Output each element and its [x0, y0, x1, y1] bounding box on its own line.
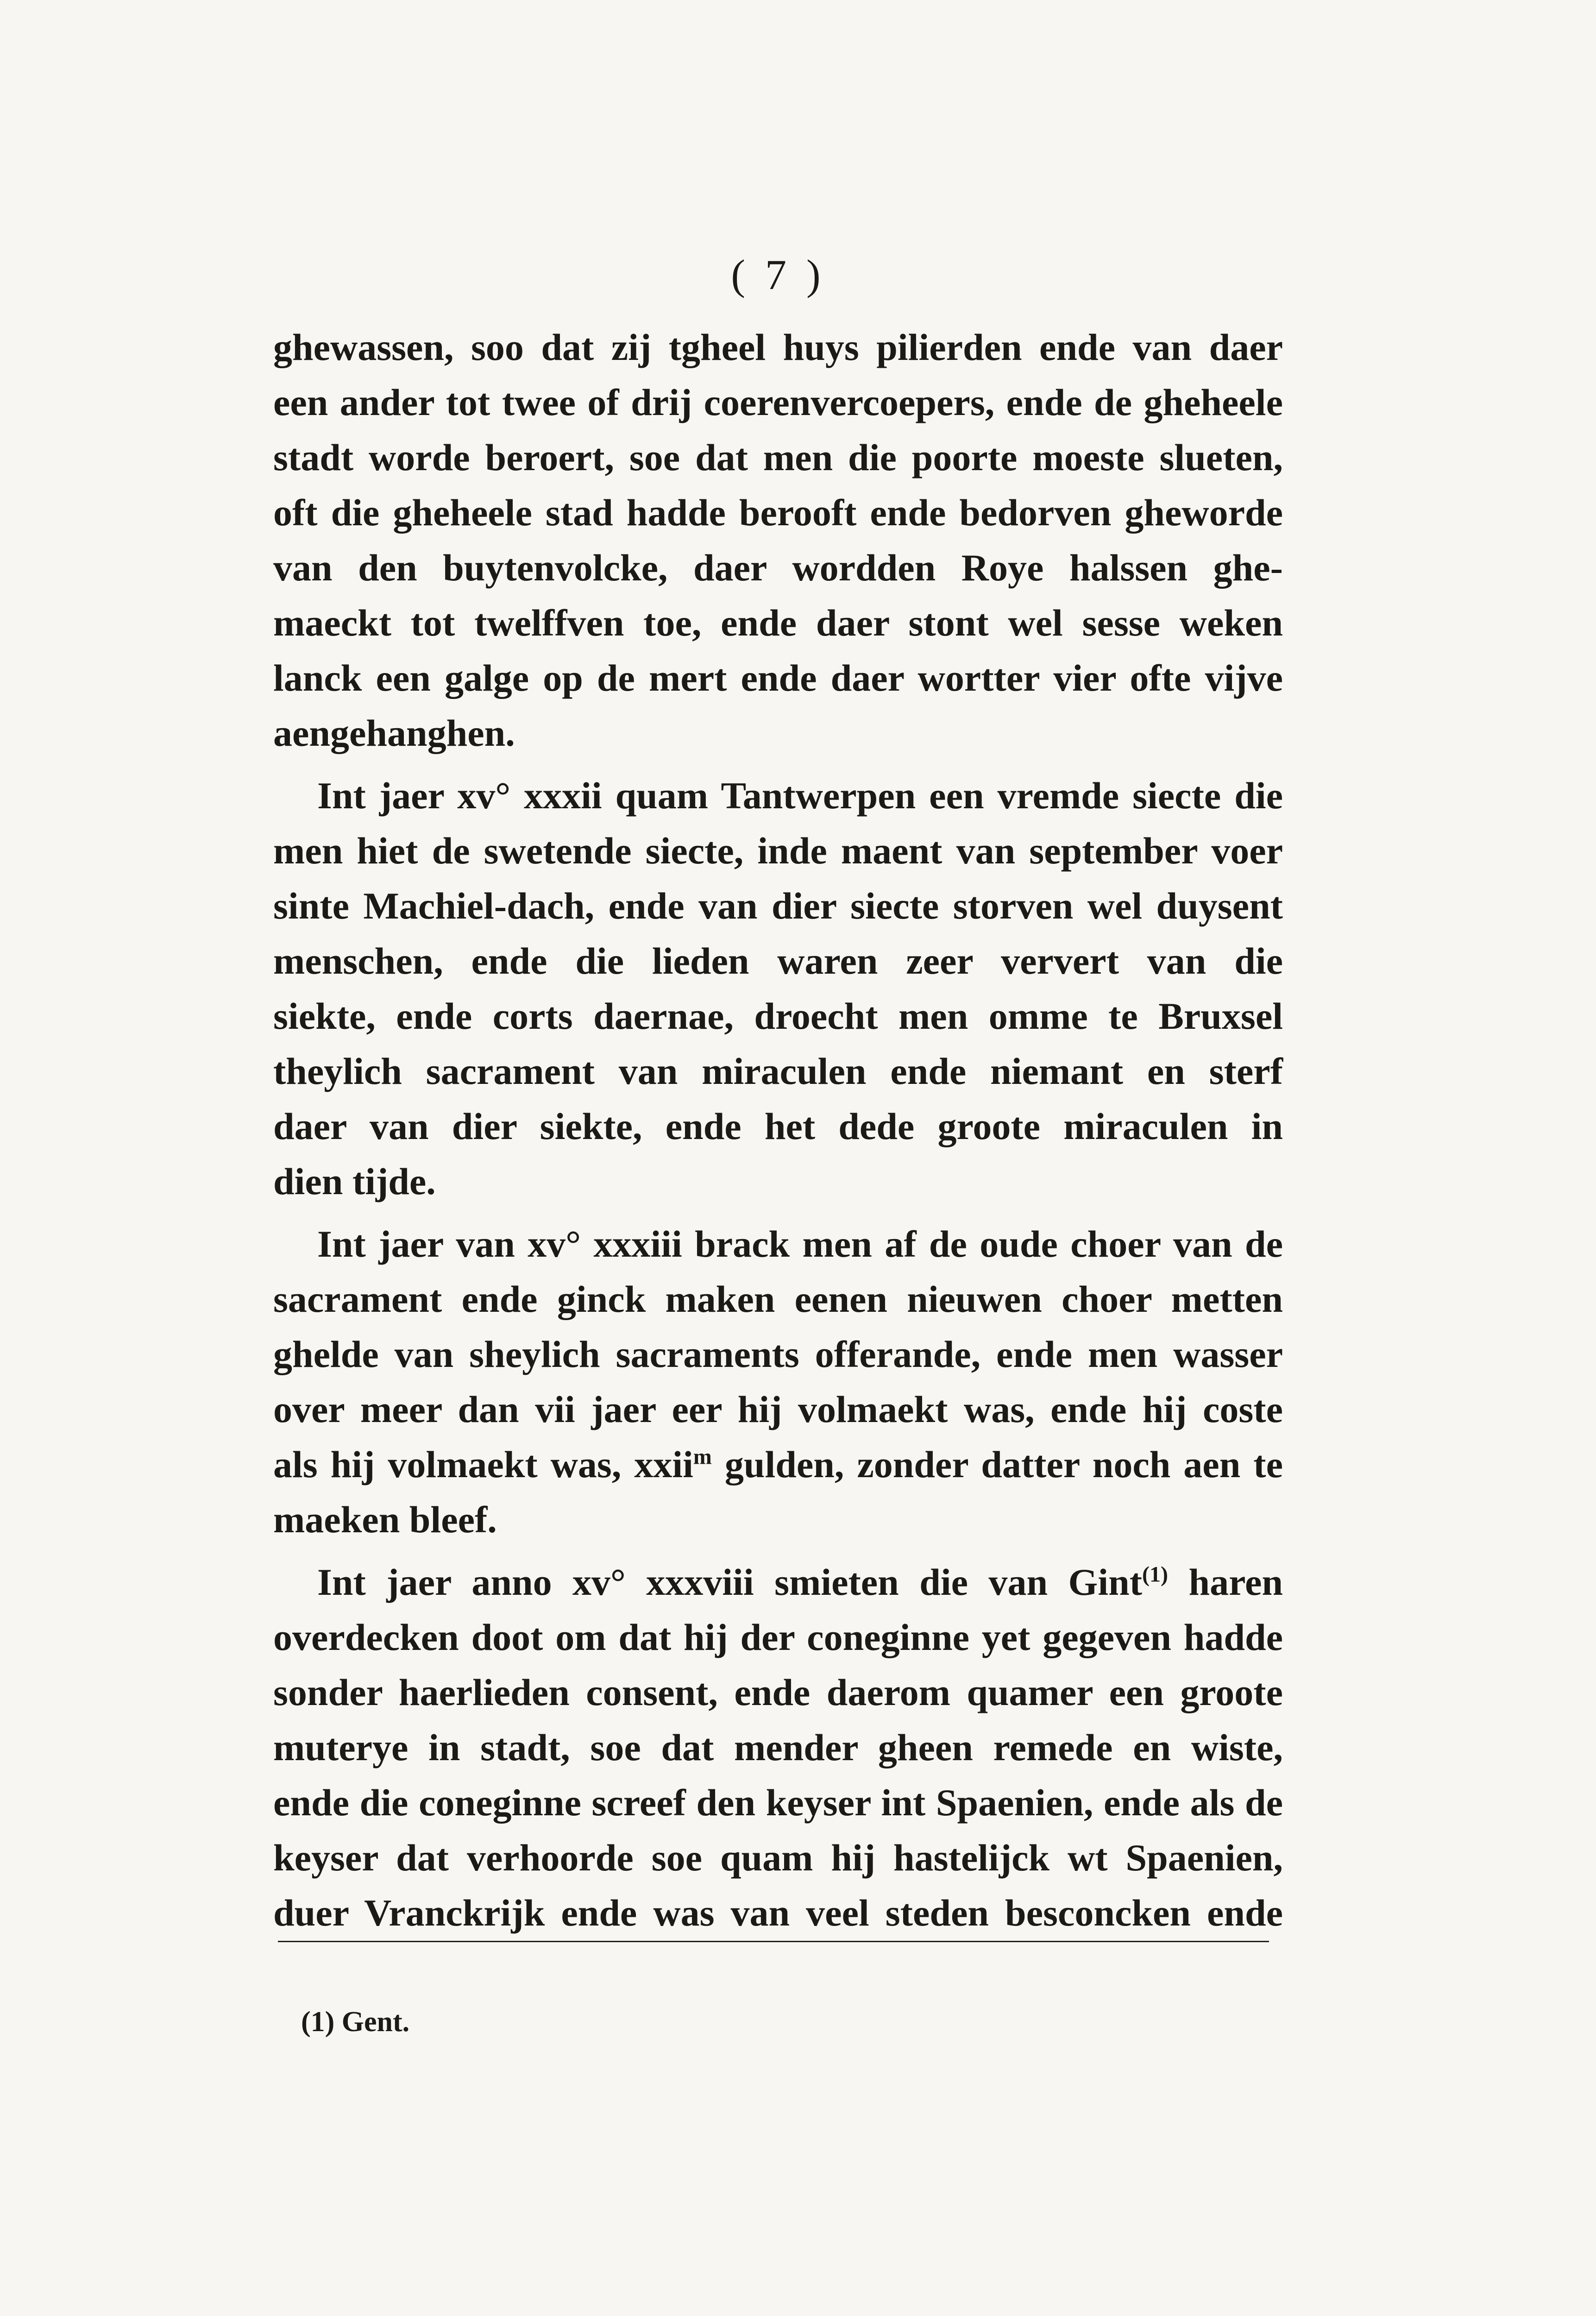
text-line: maeckt tot twelffven toe, ende daer stont wel sesse weken [273, 602, 1283, 644]
footnote-ref: (1) [1142, 1562, 1168, 1587]
text-line: Int jaer anno xv° xxxviii smieten die van Gint$^{(1)}$ haren [317, 1561, 1283, 1603]
text-line: aengehanghen. [273, 712, 515, 754]
text-line: oft die gheheele stad hadde berooft ende bedorven gheworde [273, 491, 1283, 534]
superscript: m [693, 1444, 712, 1469]
text-line: stadt worde beroert, soe dat men die poorte moeste slueten, [273, 436, 1283, 478]
text-line: dien tijde. [273, 1160, 436, 1202]
text-line: van den buytenvolcke, daer wordden Roye halssen ghe- [273, 547, 1283, 589]
text-line: ende die coneginne screef den keyser int Spaenien, ende als de [273, 1781, 1283, 1824]
text-line: een ander tot twee of drij coerenvercoepers, ende de gheheele [273, 381, 1283, 423]
text-line: keyser dat verhoorde soe quam hij hastelijck wt Spaenien, [273, 1837, 1283, 1879]
text-line: menschen, ende die lieden waren zeer ververt van die [273, 940, 1283, 982]
text-line: maeken bleef. [273, 1498, 497, 1541]
text-line: Int jaer van xv° xxxiii brack men af de oude choer van de [317, 1223, 1283, 1265]
text-line: als hij volmaekt was, xxii$^m$ gulden, zonder datter noch aen te [273, 1443, 1283, 1485]
text-line: lanck een galge op de mert ende daer wortter vier ofte vijve [273, 657, 1283, 699]
text-line: men hiet de swetende siecte, inde maent van september voer [273, 830, 1283, 872]
text-line: muterye in stadt, soe dat mender gheen remede en wiste, [273, 1726, 1283, 1768]
text-line: sacrament ende ginck maken eenen nieuwen choer metten [273, 1278, 1283, 1320]
text-line: Int jaer xv° xxxii quam Tantwerpen een vremde siecte die [317, 774, 1283, 817]
footnote: (1) Gent. [301, 2006, 410, 2038]
footnote-divider [278, 1941, 1269, 1942]
text-line: overdecken doot om dat hij der coneginne yet gegeven hadde [273, 1616, 1283, 1658]
text-line: ghelde van sheylich sacraments offerande, ende men wasser [273, 1333, 1283, 1375]
text-line: sinte Machiel-dach, ende van dier siecte storven wel duysent [273, 885, 1283, 927]
text-line: duer Vranckrijk ende was van veel steden besconcken ende [273, 1892, 1283, 1934]
text-line: daer van dier siekte, ende het dede groote miraculen in [273, 1105, 1283, 1147]
text-line: theylich sacrament van miraculen ende niemant en sterf [273, 1050, 1283, 1092]
text-line: ghewassen, soo dat zij tgheel huys pilierden ende van daer [273, 326, 1283, 368]
text-line: siekte, ende corts daernae, droecht men omme te Bruxsel [273, 995, 1283, 1037]
page-number: ( 7 ) [731, 251, 825, 298]
body-text [273, 320, 1283, 1940]
text-line: over meer dan vii jaer eer hij volmaekt was, ende hij coste [273, 1388, 1283, 1430]
text-line: sonder haerlieden consent, ende daerom quamer een groote [273, 1671, 1283, 1713]
